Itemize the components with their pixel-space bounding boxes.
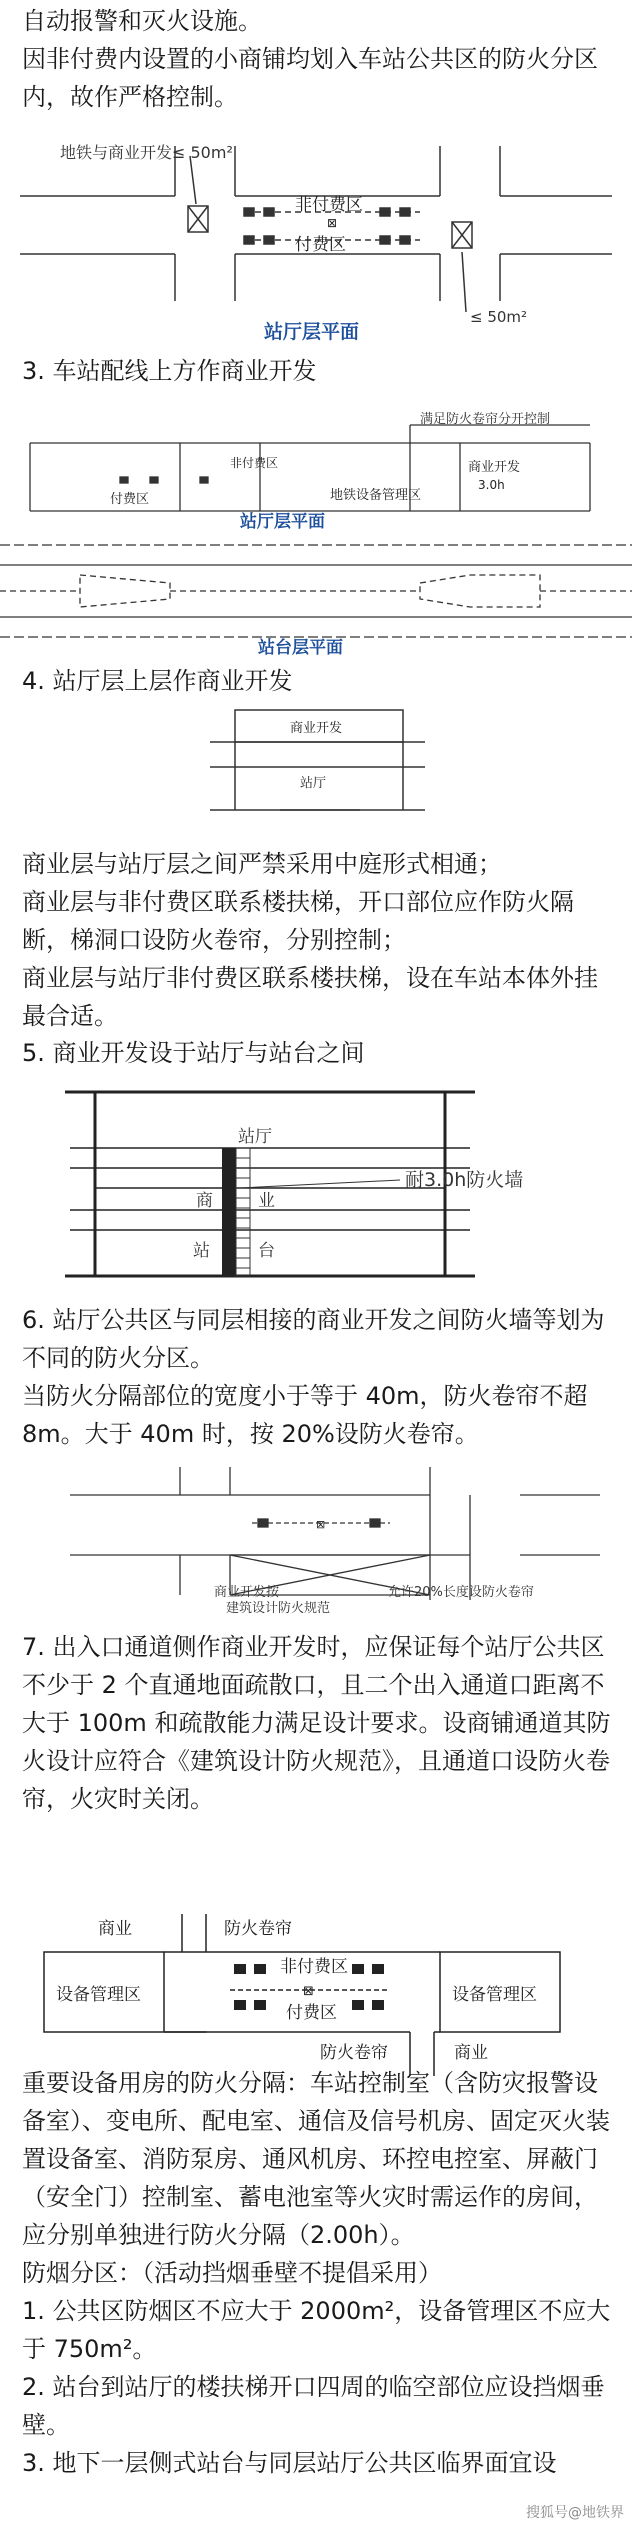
section-heading: 4. 站厅层上层作商业开发: [22, 667, 293, 695]
section-heading: 5. 商业开发设于站厅与站台之间: [22, 1039, 365, 1067]
caption: 站厅层平面: [264, 321, 360, 343]
ye-label: 业: [258, 1191, 275, 1211]
paid-label: 付费区: [295, 235, 346, 255]
mgmt-right: 设备管理区: [452, 1985, 537, 2005]
right-note: 允许20%长度设防火卷帘: [388, 1585, 534, 1600]
paid-label: 付费区: [286, 2003, 337, 2023]
figure-siding-plan: [0, 395, 632, 655]
left-note: 商业开发按: [214, 1585, 280, 1600]
paragraph: 商业层与非付费区联系楼扶梯，开口部位应作防火隔断，梯洞口设防火卷帘，分别控制；: [22, 888, 574, 954]
watermark: 搜狐号@地铁界: [526, 2505, 624, 2521]
commercial-bottom: 商业: [454, 2043, 488, 2063]
section-heading: 3. 车站配线上方作商业开发: [22, 357, 317, 385]
paragraph: 1. 公共区防烟区不应大于 2000m²，设备管理区不应大于 750m²。: [22, 2297, 611, 2363]
figure-same-level-commercial: [0, 1455, 632, 1615]
paragraph: 商业层与站厅非付费区联系楼扶梯，设在车站本体外挂最合适。: [22, 964, 598, 1030]
caption-platform: 站台层平面: [258, 638, 343, 655]
paragraph: 当防火分隔部位的宽度小于等于 40m，防火卷帘不超 8m。大于 40m 时，按 20%设防火卷帘。: [22, 1382, 588, 1448]
note-right: ≤ 50m²: [470, 308, 528, 326]
hall-label: 站厅: [238, 1127, 272, 1147]
paragraph: 2. 站台到站厅的楼扶梯开口四周的临空部位应设挡烟垂壁。: [22, 2373, 605, 2439]
rating-label: 3.0h: [478, 478, 505, 492]
svg-text:⊠: ⊠: [327, 216, 338, 230]
note-top: 地铁与商业开发≤ 50m²: [60, 143, 233, 162]
shutter-top: 防火卷帘: [224, 1919, 292, 1939]
mgmt-left: 设备管理区: [56, 1985, 141, 2005]
figure-upper-commercial: [0, 705, 632, 845]
commercial-top: 商业: [98, 1919, 132, 1939]
paragraph: 重要设备用房的防火分隔：车站控制室（含防灾报警设备室）、变电所、配电室、通信及信号机房、固定灭火装置设备室、消防泵房、通风机房、环控电控室、屏蔽门（安全门）控制室、蓄电池室等火灾时需运作的房间，应分别单独进行防火分隔（2.00h）。: [22, 2069, 610, 2249]
paragraph: 7. 出入口通道侧作商业开发时，应保证每个站厅公共区不少于 2 个直通地面疏散口，且二个出入通道口距离不大于 100m 和疏散能力满足设计要求。设商铺通道其防火设计应符合《建筑设计防火规范》，且通道口设防火卷帘，火灾时关闭。: [22, 1633, 611, 1813]
firewall-label: 耐3.0h防火墙: [405, 1169, 524, 1191]
management-label: 地铁设备管理区: [330, 488, 422, 503]
paragraph: 6. 站厅公共区与同层相接的商业开发之间防火墙等划为不同的防火分区。: [22, 1306, 605, 1372]
svg-text:⊠: ⊠: [316, 1518, 326, 1531]
unpaid-label: 非付费区: [280, 1957, 348, 1977]
figure-between-hall-platform: [0, 1080, 632, 1290]
zhan-label: 站: [193, 1241, 210, 1261]
paragraph: 防烟分区：（活动挡烟垂壁不提倡采用）: [22, 2259, 442, 2287]
paragraph: 因非付费内设置的小商铺均划入车站公共区的防火分区内，故作严格控制。: [22, 45, 598, 111]
left-note-2: 建筑设计防火规范: [226, 1601, 331, 1615]
svg-text:⊠: ⊠: [303, 1984, 314, 1999]
unpaid-label: 非付费区: [295, 195, 363, 215]
caption-hall: 站厅层平面: [240, 512, 325, 532]
shutter-bottom: 防火卷帘: [320, 2043, 388, 2063]
hall-label: 站厅: [300, 776, 327, 791]
paragraph: 自动报警和灭火设施。: [22, 7, 262, 35]
paragraph: 商业层与站厅层之间严禁采用中庭形式相通；: [22, 850, 502, 878]
figure-hall-plan-shops: [0, 126, 632, 346]
commercial-label: 商业开发: [290, 721, 343, 736]
paid-label: 付费区: [110, 492, 150, 507]
shang-label: 商: [196, 1191, 213, 1211]
commercial-label: 商业开发: [468, 460, 521, 475]
unpaid-label: 非付费区: [230, 456, 279, 470]
note-shutter: 满足防火卷帘分开控制: [420, 412, 551, 427]
paragraph: 3. 地下一层侧式站台与同层站厅公共区临界面宜设: [22, 2449, 557, 2477]
tai-label: 台: [258, 1241, 275, 1261]
